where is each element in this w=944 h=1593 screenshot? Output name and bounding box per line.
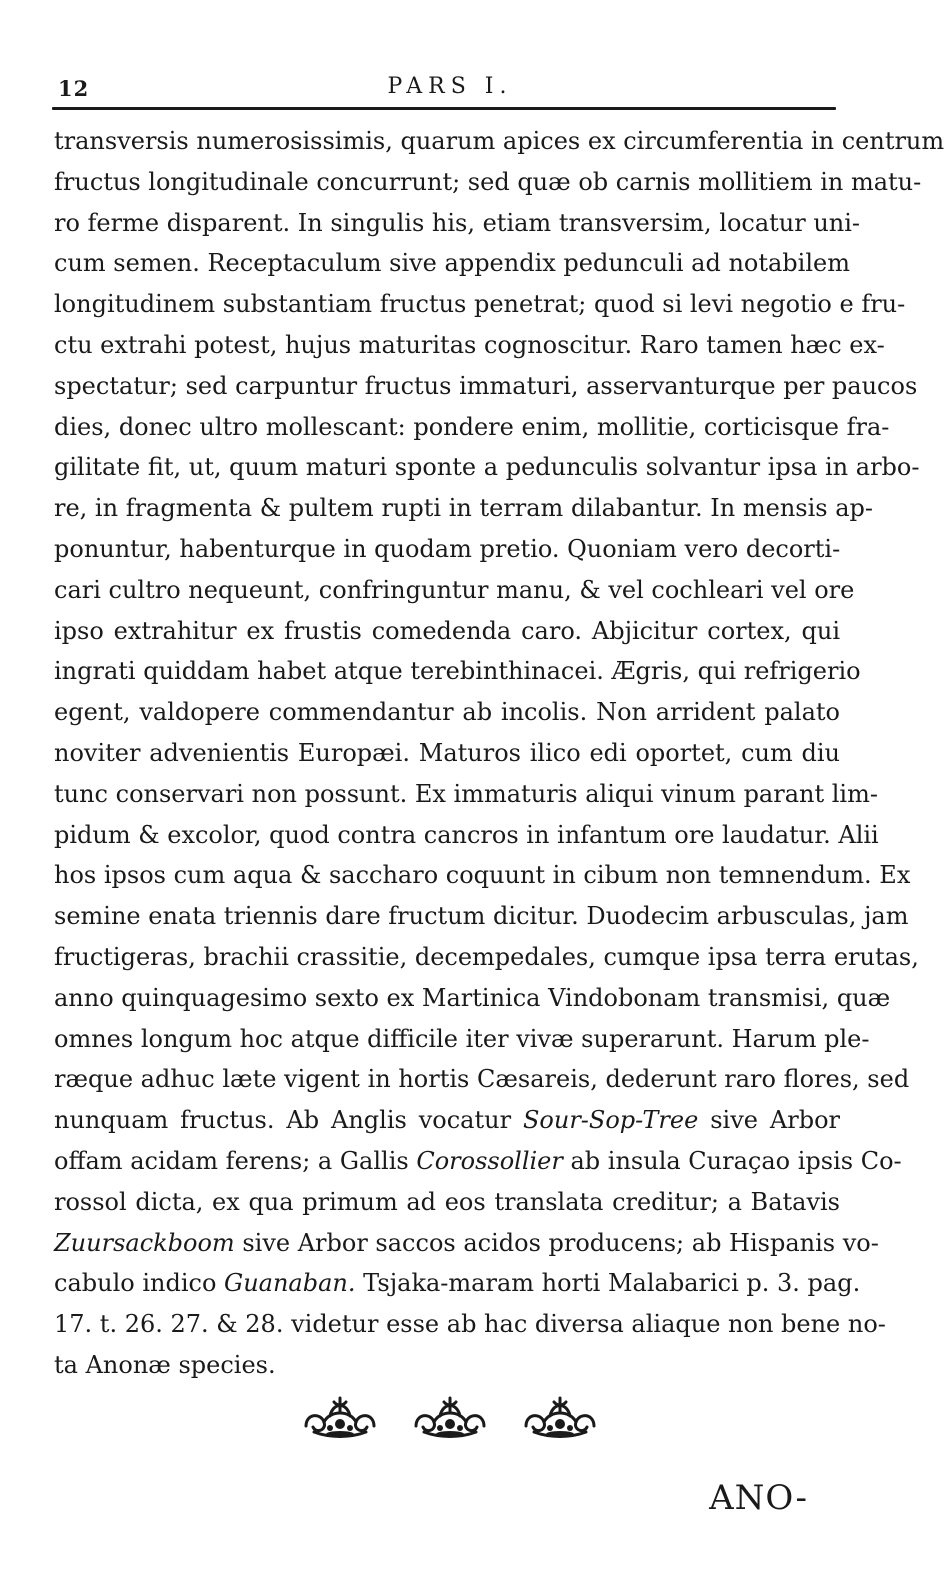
text-line: transversis numerosissimis, quarum apices ex circumferentia in centrum [54, 127, 944, 155]
text-fragment: cabulo indico [54, 1269, 225, 1298]
text-fragment: Tsjaka-maram horti Malabarici p. 3. pag. [355, 1269, 861, 1298]
text-line: fructus longitudinale concurrunt; sed quæ ob carnis mollitiem in matu- [54, 167, 922, 196]
text-line: noviter advenientis Europæi. Maturos ilico edi oportet, cum diu [54, 738, 840, 767]
text-line: ro ferme disparent. In singulis his, etiam transversim, locatur uni- [54, 208, 861, 237]
text-line: ingrati quiddam habet atque terebinthinacei. Ægris, qui refrigerio [54, 657, 861, 686]
text-line: fructigeras, brachii crassitie, decempedales, cumque ipsa terra erutas, [54, 942, 919, 971]
text-fragment: offam acidam ferens; a Gallis [54, 1146, 417, 1175]
text-line: ctu extrahi potest, hujus maturitas cognoscitur. Raro tamen hæc ex- [54, 330, 885, 359]
text-line: gilitate fit, ut, quum maturi sponte a pedunculis solvantur ipsa in arbo- [54, 453, 920, 482]
text-line: pidum & excolor, quod contra cancros in infantum ore laudatur. Alii [54, 820, 879, 849]
text-fragment: ab insula Curaçao ipsis Co- [562, 1146, 902, 1175]
running-title: PARS I. [387, 74, 513, 99]
text-line: ipso extrahitur ex frustis comedenda caro. Abjicitur cortex, qui [54, 616, 840, 645]
page-number: 12 [58, 76, 90, 101]
text-line: omnes longum hoc atque difficile iter vivæ superarunt. Harum ple- [54, 1024, 870, 1053]
text-line: longitudinem substantiam fructus penetrat; quod si levi negotio e fru- [54, 290, 906, 319]
italic-term-sour-sop-tree: Sour-Sop-Tree [522, 1106, 699, 1135]
text-line: rossol dicta, ex qua primum ad eos translata creditur; a Batavis [54, 1187, 840, 1216]
text-fragment: nunquam fructus. Ab Anglis vocatur [54, 1106, 523, 1135]
ornament-row [300, 1392, 600, 1438]
text-line: cari cultro nequeunt, confringuntur manu, & vel cochleari vel ore [54, 575, 855, 604]
text-line: cum semen. Receptaculum sive appendix pedunculi ad notabilem [54, 249, 850, 278]
catchword: ANO- [709, 1478, 808, 1518]
text-line: dies, donec ultro mollescant: pondere enim, mollitie, corticisque fra- [54, 412, 890, 441]
italic-term-guanaban: Guanaban. [224, 1269, 356, 1298]
text-line [54, 1223, 879, 1264]
text-line: tunc conservari non possunt. Ex immaturis aliqui vinum parant lim- [54, 779, 878, 808]
italic-term-zuursackboom: Zuursackboom [54, 1228, 235, 1257]
text-line [54, 1263, 861, 1304]
text-line: spectatur; sed carpuntur fructus immaturi, asservanturque per paucos [54, 371, 918, 400]
text-line [54, 1100, 840, 1141]
text-fragment: sive Arbor saccos acidos producens; ab Hispanis vo- [234, 1228, 879, 1257]
text-line-final: ta Anonæ species. [54, 1350, 276, 1379]
text-line: anno quinquagesimo sexto ex Martinica Vindobonam transmisi, quæ [54, 983, 891, 1012]
header-rule [52, 107, 836, 110]
fleuron-ornament-icon [520, 1392, 600, 1438]
text-line: egent, valdopere commendantur ab incolis. Non arrident palato [54, 698, 840, 727]
italic-term-corossollier: Corossollier [416, 1146, 563, 1175]
text-line [54, 1141, 902, 1182]
fleuron-ornament-icon [410, 1392, 490, 1438]
text-line: 17. t. 26. 27. & 28. videtur esse ab hac diversa aliaque non bene no- [54, 1310, 886, 1339]
text-line: ponuntur, habenturque in quodam pretio. Quoniam vero decorti- [54, 534, 841, 563]
text-line: semine enata triennis dare fructum dicitur. Duodecim arbusculas, jam [54, 902, 909, 931]
fleuron-ornament-icon [300, 1392, 380, 1438]
text-fragment: sive Arbor [698, 1106, 840, 1135]
text-line: ræque adhuc læte vigent in hortis Cæsareis, dederunt raro flores, sed [54, 1065, 910, 1094]
body-text [54, 121, 944, 1386]
text-line: hos ipsos cum aqua & saccharo coquunt in cibum non temnendum. Ex [54, 861, 911, 890]
text-line: re, in fragmenta & pultem rupti in terram dilabantur. In mensis ap- [54, 494, 873, 523]
